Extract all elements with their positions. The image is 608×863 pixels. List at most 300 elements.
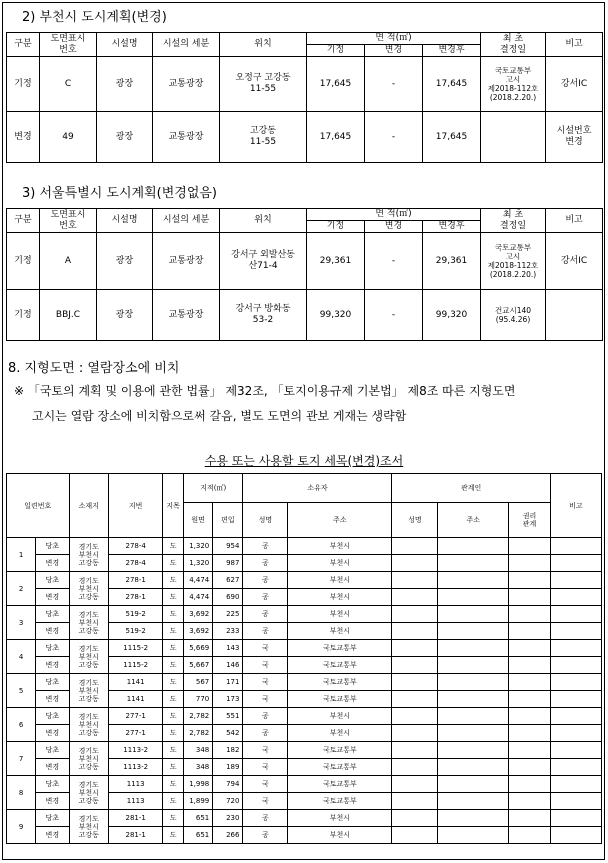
cell-area-after: 99,320	[423, 290, 481, 341]
land-cell-note	[550, 810, 601, 827]
land-cell-location: 경기도 부천시 고강동	[69, 572, 109, 606]
land-cell-jimok: 도	[163, 538, 184, 555]
section2-table	[6, 32, 603, 163]
land-row	[7, 708, 602, 725]
land-cell-rel-name	[392, 606, 438, 623]
cell-domyeon: C	[40, 57, 97, 112]
land-cell-rel-addr	[438, 776, 509, 793]
land-cell-note	[550, 623, 601, 640]
land-cell-location: 경기도 부천시 고강동	[69, 674, 109, 708]
land-header-serial: 일련번호	[7, 474, 70, 538]
land-cell-rel-name	[392, 674, 438, 691]
land-cell-jimok: 도	[163, 674, 184, 691]
land-cell-jimok: 도	[163, 776, 184, 793]
land-cell-area-orig: 1,320	[184, 538, 213, 555]
land-cell-type: 당초	[36, 538, 69, 555]
section8-note-line1: ※ 「국토의 계획 및 이용에 관한 법률」 제32조, 「토지이용규제 기본법」 제8조 따른 지형도면	[14, 384, 516, 398]
land-cell-owner-name: 국	[243, 691, 288, 708]
land-cell-area-incl: 225	[213, 606, 243, 623]
land-cell-owner-name: 국	[243, 657, 288, 674]
land-cell-note	[550, 793, 601, 810]
land-cell-area-orig: 1,998	[184, 776, 213, 793]
header-detail: 시설의 세분	[153, 209, 220, 233]
land-cell-owner-addr: 부천시	[288, 623, 392, 640]
land-cell-serial: 7	[7, 742, 36, 776]
land-cell-note	[550, 759, 601, 776]
land-cell-note	[550, 674, 601, 691]
land-header-note: 비고	[550, 474, 601, 538]
land-cell-area-orig: 651	[184, 810, 213, 827]
cell-decision: 건교시140 (95.4.26)	[481, 290, 546, 341]
land-cell-serial: 6	[7, 708, 36, 742]
facility-row	[7, 57, 603, 112]
land-cell-area-orig: 1,899	[184, 793, 213, 810]
land-cell-note	[550, 742, 601, 759]
land-cell-owner-addr: 부천시	[288, 725, 392, 742]
land-cell-rel-addr	[438, 572, 509, 589]
land-cell-note	[550, 725, 601, 742]
land-cell-owner-name: 공	[243, 623, 288, 640]
cell-note: 강서IC	[546, 57, 603, 112]
cell-domyeon: A	[40, 233, 97, 290]
land-cell-owner-addr: 부천시	[288, 589, 392, 606]
land-cell-note	[550, 606, 601, 623]
land-cell-lot: 1141	[109, 674, 163, 691]
land-cell-serial: 8	[7, 776, 36, 810]
land-cell-owner-name: 공	[243, 538, 288, 555]
land-header-jimok: 지목	[163, 474, 184, 538]
land-cell-lot: 1113-2	[109, 759, 163, 776]
section8-title: 8. 지형도면 : 열람장소에 비치	[8, 361, 180, 376]
land-cell-lot: 1113	[109, 776, 163, 793]
cell-name: 광장	[97, 112, 153, 163]
land-cell-rel-name	[392, 810, 438, 827]
land-cell-lot: 278-4	[109, 555, 163, 572]
cell-name: 광장	[97, 57, 153, 112]
cell-note: 시설번호 변경	[546, 112, 603, 163]
cell-note: 강서IC	[546, 233, 603, 290]
cell-area-before: 99,320	[307, 290, 365, 341]
land-cell-rel-right	[509, 674, 551, 691]
land-cell-jimok: 도	[163, 708, 184, 725]
land-cell-rel-name	[392, 691, 438, 708]
land-cell-jimok: 도	[163, 589, 184, 606]
land-cell-jimok: 도	[163, 759, 184, 776]
land-cell-owner-addr: 부천시	[288, 538, 392, 555]
land-cell-lot: 519-2	[109, 606, 163, 623]
land-cell-type: 당초	[36, 674, 69, 691]
land-cell-area-incl: 954	[213, 538, 243, 555]
cell-area-after: 17,645	[423, 57, 481, 112]
land-cell-lot: 281-1	[109, 827, 163, 844]
land-cell-area-orig: 5,667	[184, 657, 213, 674]
land-table	[6, 473, 602, 844]
land-header-area: 지적(㎡)	[184, 474, 243, 503]
land-cell-type: 변경	[36, 725, 69, 742]
land-cell-type: 당초	[36, 742, 69, 759]
land-cell-area-orig: 651	[184, 827, 213, 844]
land-cell-type: 당초	[36, 708, 69, 725]
cell-location: 강서구 외발산동 산71-4	[220, 233, 307, 290]
cell-area-change: -	[365, 233, 423, 290]
land-cell-lot: 278-4	[109, 538, 163, 555]
land-cell-jimok: 도	[163, 572, 184, 589]
land-cell-lot: 277-1	[109, 708, 163, 725]
land-cell-rel-addr	[438, 657, 509, 674]
cell-domyeon: 49	[40, 112, 97, 163]
land-header-owner-addr: 주소	[288, 503, 392, 538]
land-cell-lot: 278-1	[109, 589, 163, 606]
land-cell-type: 당초	[36, 776, 69, 793]
land-header-rel-addr: 주소	[438, 503, 509, 538]
land-cell-owner-addr: 국토교통부	[288, 691, 392, 708]
cell-gubun: 변경	[7, 112, 40, 163]
land-cell-type: 변경	[36, 827, 69, 844]
land-cell-rel-addr	[438, 827, 509, 844]
land-cell-area-orig: 2,782	[184, 725, 213, 742]
land-cell-rel-name	[392, 742, 438, 759]
land-cell-type: 변경	[36, 623, 69, 640]
land-cell-lot: 278-1	[109, 572, 163, 589]
land-cell-location: 경기도 부천시 고강동	[69, 776, 109, 810]
land-cell-area-orig: 1,320	[184, 555, 213, 572]
land-cell-rel-addr	[438, 589, 509, 606]
land-cell-rel-right	[509, 691, 551, 708]
land-cell-lot: 277-1	[109, 725, 163, 742]
land-cell-area-incl: 627	[213, 572, 243, 589]
land-row	[7, 742, 602, 759]
land-cell-jimok: 도	[163, 555, 184, 572]
land-cell-lot: 1113	[109, 793, 163, 810]
land-cell-note	[550, 657, 601, 674]
land-cell-rel-right	[509, 572, 551, 589]
cell-detail: 교통광장	[153, 57, 220, 112]
header-area-change: 변경	[365, 45, 423, 57]
header-area-after: 변경후	[423, 221, 481, 233]
land-cell-serial: 1	[7, 538, 36, 572]
cell-area-change: -	[365, 290, 423, 341]
header-domyeon: 도면표시 번호	[40, 209, 97, 233]
land-cell-area-incl: 987	[213, 555, 243, 572]
cell-note	[546, 290, 603, 341]
land-cell-type: 변경	[36, 691, 69, 708]
land-cell-rel-name	[392, 827, 438, 844]
land-cell-lot: 1115-2	[109, 640, 163, 657]
land-cell-area-incl: 230	[213, 810, 243, 827]
land-cell-rel-name	[392, 572, 438, 589]
facility-row	[7, 233, 603, 290]
land-cell-owner-name: 국	[243, 793, 288, 810]
header-area-change: 변경	[365, 221, 423, 233]
land-cell-area-orig: 3,692	[184, 623, 213, 640]
cell-detail: 교통광장	[153, 112, 220, 163]
land-header-area-incl: 편입	[213, 503, 243, 538]
land-row	[7, 810, 602, 827]
land-cell-rel-name	[392, 759, 438, 776]
land-cell-jimok: 도	[163, 725, 184, 742]
land-cell-area-orig: 4,474	[184, 589, 213, 606]
land-cell-rel-addr	[438, 640, 509, 657]
section3-table	[6, 208, 603, 341]
land-cell-lot: 1115-2	[109, 657, 163, 674]
cell-area-after: 29,361	[423, 233, 481, 290]
land-cell-owner-name: 국	[243, 759, 288, 776]
cell-decision	[481, 112, 546, 163]
cell-location: 고강동 11-55	[220, 112, 307, 163]
land-cell-rel-right	[509, 555, 551, 572]
land-header-lot: 지번	[109, 474, 163, 538]
header-gubun: 구분	[7, 33, 40, 57]
land-cell-note	[550, 640, 601, 657]
land-cell-lot: 519-2	[109, 623, 163, 640]
section8-note-line2: 고시는 열람 장소에 비치함으로써 갈음, 별도 도면의 관보 게재는 생략함	[32, 409, 407, 423]
header-location: 위치	[220, 33, 307, 57]
cell-area-before: 17,645	[307, 57, 365, 112]
header-area-after: 변경후	[423, 45, 481, 57]
land-cell-lot: 281-1	[109, 810, 163, 827]
land-cell-owner-name: 공	[243, 589, 288, 606]
cell-detail: 교통광장	[153, 290, 220, 341]
land-cell-owner-addr: 국토교통부	[288, 776, 392, 793]
cell-location: 강서구 방화동 53-2	[220, 290, 307, 341]
land-cell-owner-addr: 국토교통부	[288, 640, 392, 657]
land-cell-serial: 9	[7, 810, 36, 844]
land-cell-rel-addr	[438, 623, 509, 640]
land-cell-note	[550, 555, 601, 572]
land-cell-rel-name	[392, 538, 438, 555]
land-cell-owner-addr: 부천시	[288, 572, 392, 589]
land-cell-type: 당초	[36, 572, 69, 589]
header-row	[7, 33, 603, 45]
cell-name: 광장	[97, 233, 153, 290]
cell-gubun: 기정	[7, 233, 40, 290]
land-cell-rel-right	[509, 810, 551, 827]
land-header-location: 소재지	[69, 474, 109, 538]
cell-area-change: -	[365, 112, 423, 163]
land-cell-owner-name: 국	[243, 742, 288, 759]
header-domyeon: 도면표시 번호	[40, 33, 97, 57]
land-cell-rel-addr	[438, 793, 509, 810]
land-cell-rel-right	[509, 759, 551, 776]
land-cell-type: 변경	[36, 589, 69, 606]
land-cell-serial: 4	[7, 640, 36, 674]
land-cell-owner-name: 공	[243, 725, 288, 742]
cell-gubun: 기정	[7, 290, 40, 341]
header-note: 비고	[546, 209, 603, 233]
land-row	[7, 606, 602, 623]
header-decision: 최 초 결정일	[481, 209, 546, 233]
land-cell-serial: 5	[7, 674, 36, 708]
land-cell-jimok: 도	[163, 810, 184, 827]
land-cell-owner-addr: 국토교통부	[288, 742, 392, 759]
header-area: 면 적(㎡)	[307, 209, 481, 221]
land-cell-owner-name: 공	[243, 555, 288, 572]
land-cell-owner-addr: 국토교통부	[288, 674, 392, 691]
land-cell-rel-right	[509, 827, 551, 844]
facility-row	[7, 290, 603, 341]
land-cell-rel-addr	[438, 691, 509, 708]
land-cell-rel-name	[392, 623, 438, 640]
land-cell-note	[550, 708, 601, 725]
land-cell-location: 경기도 부천시 고강동	[69, 742, 109, 776]
land-cell-area-orig: 5,669	[184, 640, 213, 657]
cell-domyeon: BBJ.C	[40, 290, 97, 341]
land-cell-area-orig: 2,782	[184, 708, 213, 725]
land-cell-note	[550, 572, 601, 589]
land-cell-note	[550, 827, 601, 844]
cell-area-after: 17,645	[423, 112, 481, 163]
land-cell-rel-right	[509, 640, 551, 657]
land-cell-rel-name	[392, 657, 438, 674]
header-area-before: 기정	[307, 45, 365, 57]
land-cell-lot: 1141	[109, 691, 163, 708]
land-cell-rel-addr	[438, 674, 509, 691]
land-cell-rel-addr	[438, 759, 509, 776]
land-cell-location: 경기도 부천시 고강동	[69, 606, 109, 640]
land-cell-rel-name	[392, 725, 438, 742]
land-cell-rel-addr	[438, 810, 509, 827]
land-cell-rel-addr	[438, 538, 509, 555]
land-cell-jimok: 도	[163, 657, 184, 674]
land-cell-owner-name: 공	[243, 827, 288, 844]
land-cell-area-orig: 348	[184, 742, 213, 759]
land-cell-rel-addr	[438, 555, 509, 572]
facility-row	[7, 112, 603, 163]
land-cell-area-incl: 233	[213, 623, 243, 640]
land-header-area-orig: 원면	[184, 503, 213, 538]
land-cell-type: 당초	[36, 606, 69, 623]
header-row	[7, 209, 603, 221]
section2-title: 2) 부천시 도시계획(변경)	[22, 10, 167, 25]
land-cell-rel-name	[392, 708, 438, 725]
land-cell-jimok: 도	[163, 640, 184, 657]
land-cell-jimok: 도	[163, 827, 184, 844]
land-cell-jimok: 도	[163, 623, 184, 640]
land-cell-jimok: 도	[163, 606, 184, 623]
land-header-rel-name: 성명	[392, 503, 438, 538]
land-cell-rel-right	[509, 538, 551, 555]
land-cell-rel-addr	[438, 725, 509, 742]
land-row	[7, 572, 602, 589]
land-row	[7, 674, 602, 691]
land-cell-area-orig: 3,692	[184, 606, 213, 623]
land-header-rel: 관계인	[392, 474, 550, 503]
land-cell-owner-addr: 부천시	[288, 810, 392, 827]
land-cell-serial: 2	[7, 572, 36, 606]
cell-detail: 교통광장	[153, 233, 220, 290]
land-cell-owner-name: 공	[243, 708, 288, 725]
land-cell-owner-addr: 국토교통부	[288, 793, 392, 810]
land-cell-owner-addr: 국토교통부	[288, 657, 392, 674]
land-cell-owner-name: 공	[243, 810, 288, 827]
land-cell-area-incl: 551	[213, 708, 243, 725]
land-cell-rel-right	[509, 657, 551, 674]
land-cell-rel-name	[392, 589, 438, 606]
land-cell-area-orig: 770	[184, 691, 213, 708]
land-cell-area-orig: 567	[184, 674, 213, 691]
land-cell-type: 변경	[36, 555, 69, 572]
header-name: 시설명	[97, 33, 153, 57]
cell-decision: 국토교통부 고시 제2018-112호 (2018.2.20.)	[481, 57, 546, 112]
land-cell-type: 변경	[36, 657, 69, 674]
cell-gubun: 기정	[7, 57, 40, 112]
land-cell-area-incl: 143	[213, 640, 243, 657]
land-cell-type: 변경	[36, 793, 69, 810]
land-cell-location: 경기도 부천시 고강동	[69, 708, 109, 742]
land-cell-rel-right	[509, 725, 551, 742]
land-cell-area-incl: 794	[213, 776, 243, 793]
land-cell-lot: 1113-2	[109, 742, 163, 759]
land-cell-rel-addr	[438, 606, 509, 623]
header-gubun: 구분	[7, 209, 40, 233]
header-area-before: 기정	[307, 221, 365, 233]
land-cell-rel-right	[509, 776, 551, 793]
land-cell-location: 경기도 부천시 고강동	[69, 810, 109, 844]
land-cell-owner-addr: 부천시	[288, 606, 392, 623]
header-location: 위치	[220, 209, 307, 233]
land-cell-area-incl: 189	[213, 759, 243, 776]
cell-location: 오정구 고강동 11-55	[220, 57, 307, 112]
header-detail: 시설의 세분	[153, 33, 220, 57]
header-name: 시설명	[97, 209, 153, 233]
land-cell-area-orig: 4,474	[184, 572, 213, 589]
land-row	[7, 640, 602, 657]
land-cell-jimok: 도	[163, 742, 184, 759]
cell-area-before: 29,361	[307, 233, 365, 290]
land-cell-type: 변경	[36, 759, 69, 776]
land-cell-serial: 3	[7, 606, 36, 640]
land-cell-note	[550, 538, 601, 555]
header-area: 면 적(㎡)	[307, 33, 481, 45]
land-cell-owner-name: 국	[243, 674, 288, 691]
land-cell-area-incl: 690	[213, 589, 243, 606]
land-cell-rel-right	[509, 623, 551, 640]
land-cell-area-incl: 146	[213, 657, 243, 674]
land-cell-owner-name: 국	[243, 776, 288, 793]
land-cell-jimok: 도	[163, 793, 184, 810]
land-table-title: 수용 또는 사용할 토지 세목(변경)조서	[204, 454, 404, 468]
land-header-row	[7, 474, 602, 503]
land-cell-rel-right	[509, 708, 551, 725]
land-cell-type: 당초	[36, 810, 69, 827]
land-cell-rel-name	[392, 555, 438, 572]
cell-area-before: 17,645	[307, 112, 365, 163]
header-note: 비고	[546, 33, 603, 57]
land-cell-rel-addr	[438, 708, 509, 725]
land-cell-area-orig: 348	[184, 759, 213, 776]
cell-decision: 국토교통부 고시 제2018-112호 (2018.2.20.)	[481, 233, 546, 290]
land-header-owner-name: 성명	[243, 503, 288, 538]
land-cell-owner-name: 공	[243, 606, 288, 623]
land-cell-owner-name: 국	[243, 640, 288, 657]
land-cell-location: 경기도 부천시 고강동	[69, 538, 109, 572]
land-cell-owner-addr: 부천시	[288, 827, 392, 844]
land-cell-owner-addr: 부천시	[288, 555, 392, 572]
land-cell-jimok: 도	[163, 691, 184, 708]
land-row	[7, 776, 602, 793]
land-row	[7, 538, 602, 555]
land-cell-rel-name	[392, 776, 438, 793]
land-cell-note	[550, 691, 601, 708]
land-cell-rel-right	[509, 793, 551, 810]
land-cell-owner-addr: 국토교통부	[288, 759, 392, 776]
land-cell-rel-right	[509, 742, 551, 759]
land-cell-area-incl: 542	[213, 725, 243, 742]
land-cell-location: 경기도 부천시 고강동	[69, 640, 109, 674]
land-header-owner: 소유자	[243, 474, 392, 503]
land-cell-rel-right	[509, 606, 551, 623]
cell-name: 광장	[97, 290, 153, 341]
